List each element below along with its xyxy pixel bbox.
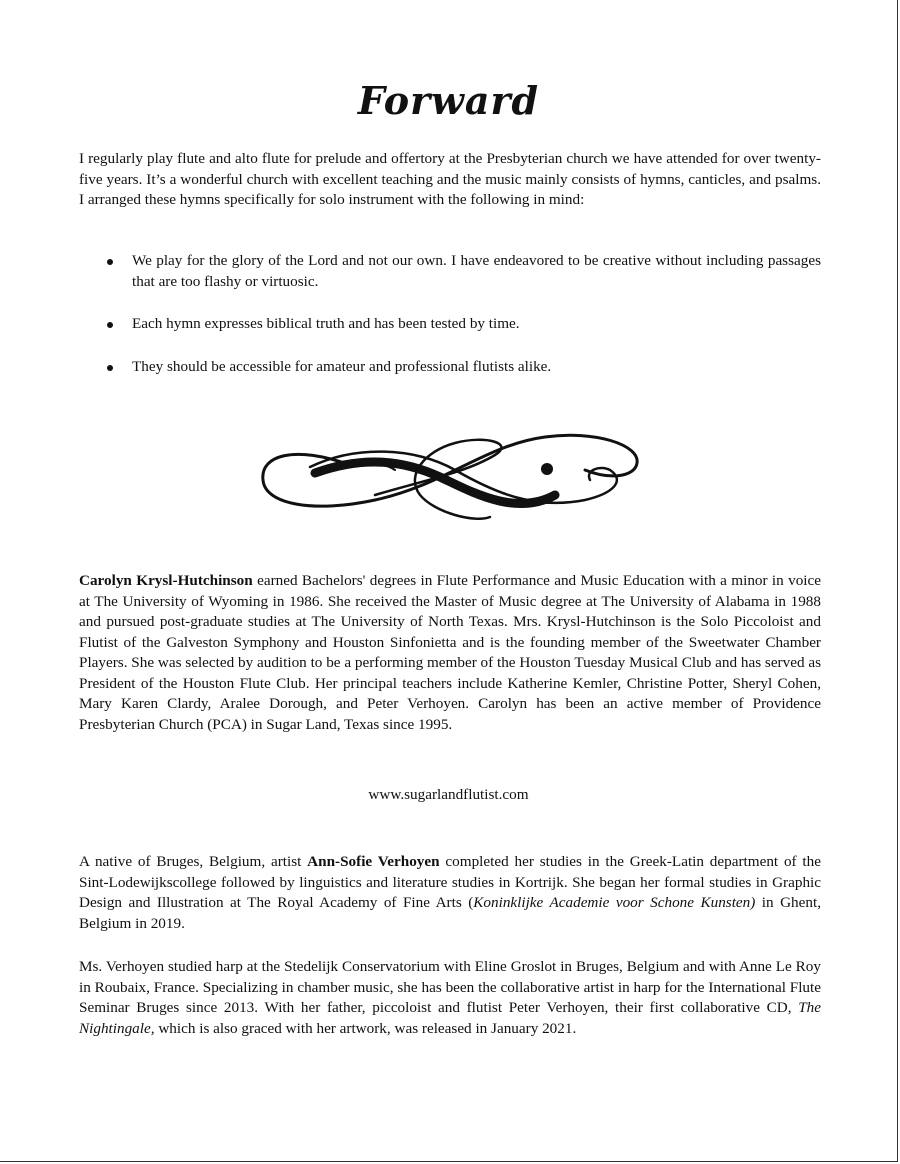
- bio-ann-harp: [79, 957, 821, 1039]
- bio-ann-lead: A native of Bruges, Belgium, artist: [79, 853, 308, 870]
- bio-carolyn-name: Carolyn Krysl-Hutchinson: [79, 572, 253, 589]
- bio-ann-harp-tail: which is also graced with her artwork, was released in January 2021.: [154, 1019, 577, 1037]
- cd-title: The Nightingale,: [79, 999, 821, 1037]
- bio-ann-text: completed her studies in the Greek-Latin department of the Sint-Lodewijkscollege followed by linguistics and literature studies in Kortrijk. She began her formal studies in Graphic Design and Illustration at The Royal Academy of Fine Arts (: [79, 853, 821, 911]
- list-item-text: We play for the glory of the Lord and not our own. I have endeavored to be creative without including passages that are too flashy or virtuosic.: [132, 252, 821, 290]
- website-link[interactable]: www.sugarlandflutist.com: [368, 786, 529, 803]
- bullet-icon: [107, 365, 113, 371]
- list-item: [79, 357, 821, 378]
- list-item-text: They should be accessible for amateur and professional flutists alike.: [132, 357, 552, 375]
- list-item: [79, 251, 821, 292]
- list-item: [79, 314, 821, 335]
- bio-ann-name: Ann-Sofie Verhoyen: [307, 853, 440, 870]
- bio-carolyn: [79, 571, 821, 735]
- bullet-icon: [107, 322, 113, 328]
- bio-ann-harp-text: Ms. Verhoyen studied harp at the Stedelijk Conservatorium with Eline Groslot in Bruges, Belgium and with Anne Le Roy in Roubaix, France. Specializing in chamber music, she has been the collaborative artist in harp for the International Flute Seminar Bruges since 2013. With her father, piccoloist and flutist Peter Verhoyen, their first collaborative CD,: [79, 958, 821, 1016]
- bullet-icon: [107, 259, 113, 265]
- academy-native-name: Koninklijke Academie voor Schone Kunsten): [473, 894, 756, 911]
- bio-ann-tail: in Ghent, Belgium in 2019.: [79, 894, 821, 932]
- list-item-text: Each hymn expresses biblical truth and has been tested by time.: [132, 315, 520, 332]
- bullet-list: [79, 251, 821, 399]
- bio-ann: [79, 852, 821, 934]
- bio-carolyn-text: earned Bachelors' degrees in Flute Performance and Music Education with a minor in voice at The University of Wyoming in 1986. She received the Master of Music degree at The University of Alabama in 1988 and pursued post-graduate studies at The University of North Texas. Mrs. Krysl-Hutchinson is the Solo Piccoloist and Flutist of the Galveston Symphony and Houston Sinfonietta and is the founding member of the Sweetwater Chamber Players. She was selected by audition to be a performing member of the Houston Tuesday Musical Club and has served as President of the Houston Flute Club. Her principal teachers include Katherine Kemler, Christine Potter, Sheryl Cohen, Mary Karen Clardy, Aralee Dorough, and Peter Verhoyen. Carolyn has been an active member of Providence Presbyterian Church (PCA) in Sugar Land, Texas since 1995.: [79, 572, 822, 733]
- calligraphic-flourish-icon: [255, 425, 645, 525]
- intro-paragraph: I regularly play flute and alto flute for prelude and offertory at the Presbyterian church we have attended for over twenty-five years. It’s a wonderful church with excellent teaching and the music mainly consists of hymns, canticles, and psalms. I arranged these hymns specifically for solo instrument with the following in mind:: [79, 150, 821, 208]
- page-title: Forward: [357, 78, 540, 123]
